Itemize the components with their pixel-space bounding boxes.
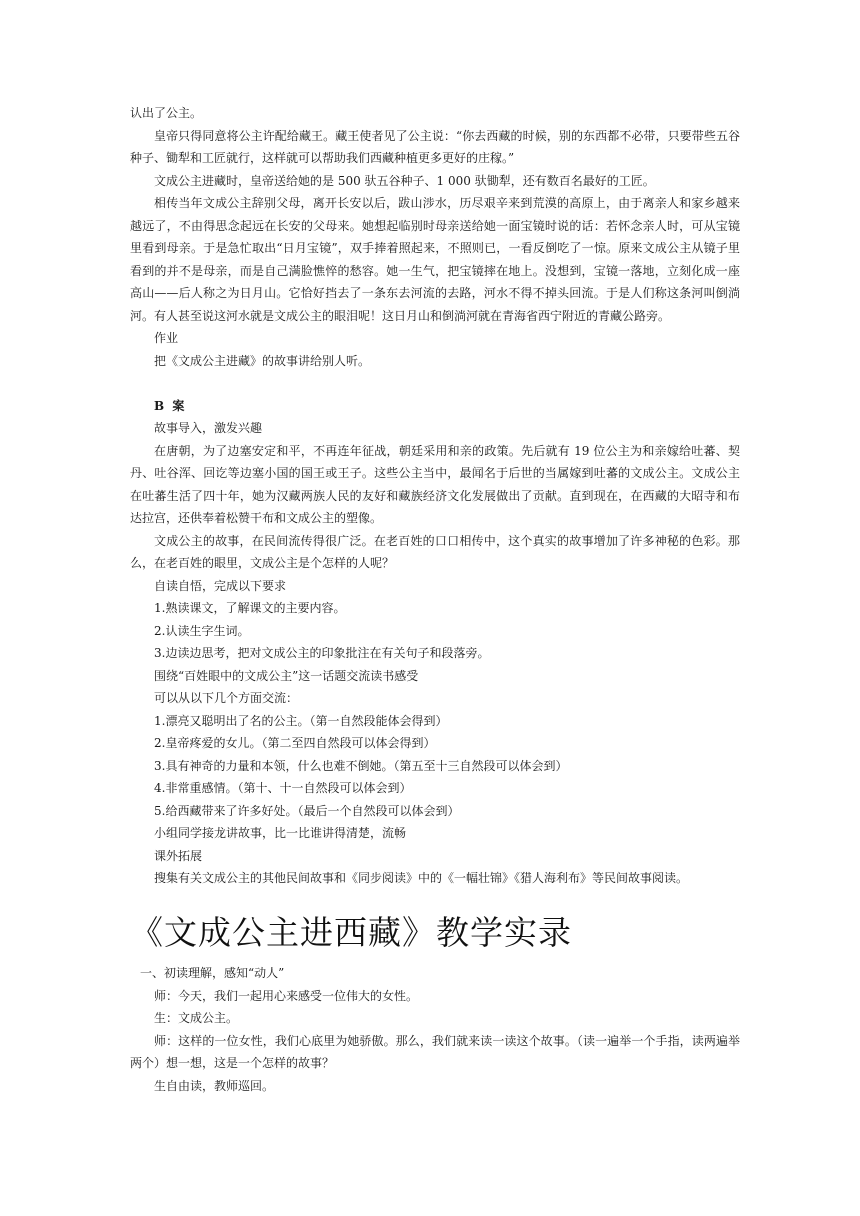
paragraph: 在唐朝，为了边塞安定和平，不再连年征战，朝廷采用和亲的政策。先后就有 19 位公主为和亲嫁给吐蕃、契丹、吐谷浑、回讫等边塞小国的国王或王子。这些公主当中，最闻名于后世的当属嫁到吐蕃的文成公主。文成公主在吐蕃生活了四十年，她为汉藏两族人民的友好和藏族经济文化发展做出了贡献。直到现在，在西藏的大昭寺和布达拉宫，还供奉着松赞干布和文成公主的塑像。 xyxy=(130,443,740,525)
list-item: 1.熟读课文，了解课文的主要内容。 xyxy=(154,601,346,615)
paragraph: 认出了公主。 xyxy=(130,106,203,120)
list-item: 5.给西藏带来了许多好处。（最后一个自然段可以体会到） xyxy=(154,803,460,818)
section-c-text xyxy=(130,962,740,1097)
paragraph: 围绕“百姓眼中的文成公主”这一话题交流读书感受 xyxy=(154,668,419,683)
paragraph: 文成公主进藏时，皇帝送给她的是 500 驮五谷种子、1 000 驮锄犁，还有数百名最好的工匠。 xyxy=(154,173,655,188)
list-item: 4.非常重感情。（第十、十一自然段可以体会到） xyxy=(154,781,412,795)
dialogue-line: 师：今天，我们一起用心来感受一位伟大的女性。 xyxy=(154,988,419,1003)
list-item: 2.皇帝疼爱的女儿。（第二至四自然段可以体会得到） xyxy=(154,736,436,750)
section-a-text xyxy=(130,102,740,890)
paragraph: 文成公主的故事，在民间流传得很广泛。在老百姓的口口相传中，这个真实的故事增加了许多神秘的色彩。那么，在老百姓的眼里，文成公主是个怎样的人呢？ xyxy=(130,533,740,570)
paragraph: 故事导入，激发兴趣 xyxy=(154,421,263,435)
list-item: 3.具有神奇的力量和本领，什么也难不倒她。（第五至十三自然段可以体会到） xyxy=(154,758,568,773)
dialogue-line: 师：这样的一位女性，我们心底里为她骄傲。那么，我们就来读一读这个故事。（读一遍举一个手指，读两遍举两个）想一想，这是一个怎样的故事？ xyxy=(130,1033,740,1070)
record-title: 《文成公主进西藏》教学实录 xyxy=(130,913,572,952)
dialogue-line: 生：文成公主。 xyxy=(154,1011,239,1025)
paragraph: 搜集有关文成公主的其他民间故事和《同步阅读》中的《一幅壮锦》《猎人海利布》等民间故事阅读。 xyxy=(154,871,689,885)
paragraph: 把《文成公主进藏》的故事讲给别人听。 xyxy=(154,353,371,368)
paragraph: 小组同学接龙讲故事，比一比谁讲得清楚，流畅 xyxy=(154,826,407,840)
list-item: 3.边读边思考，把对文成公主的印象批注在有关句子和段落旁。 xyxy=(154,646,490,660)
dialogue-line: 生自由读，教师巡回。 xyxy=(154,1078,275,1093)
paragraph: 课外拓展 xyxy=(154,848,203,863)
section-heading: 一、初读理解，感知“动人” xyxy=(140,966,285,980)
paragraph: 相传当年文成公主辞别父母，离开长安以后，跋山涉水，历尽艰辛来到荒漠的高原上，由于离亲人和家乡越来越远了，不由得思念起远在长安的父母来。她想起临别时母亲送给她一面宝镜时说的话：若怀念亲人时，可从宝镜里看到母亲。于是急忙取出“日月宝镜”，双手捧着照起来，不照则已，一看反倒吃了一惊。原来文成公主从镜子里看到的并不是母亲，而是自己满脸憔悴的愁容。她一生气，把宝镜摔在地上。没想到，宝镜一落地，立刻化成一座高山——后人称之为日月山。它恰好挡去了一条东去河流的去路，河水不得不掉头回流。于是人们称这条河叫倒淌河。有人甚至说这河水就是文成公主的眼泪呢！这日月山和倒淌河就在青海省西宁附近的青藏公路旁。 xyxy=(130,196,740,323)
paragraph: 作业 xyxy=(154,331,179,345)
paragraph: 皇帝只得同意将公主许配给藏王。藏王使者见了公主说：“你去西藏的时候，别的东西都不必带，只要带些五谷种子、锄犁和工匠就行，这样就可以帮助我们西藏种植更多更好的庄稼。” xyxy=(130,128,740,165)
list-item: 1.漂亮又聪明出了名的公主。（第一自然段能体会得到） xyxy=(154,713,448,728)
list-item: 2.认读生字生词。 xyxy=(154,623,250,638)
paragraph: 可以从以下几个方面交流： xyxy=(154,691,299,705)
paragraph: 自读自悟，完成以下要求 xyxy=(154,578,287,593)
section-b-heading: B 案 xyxy=(154,398,187,413)
